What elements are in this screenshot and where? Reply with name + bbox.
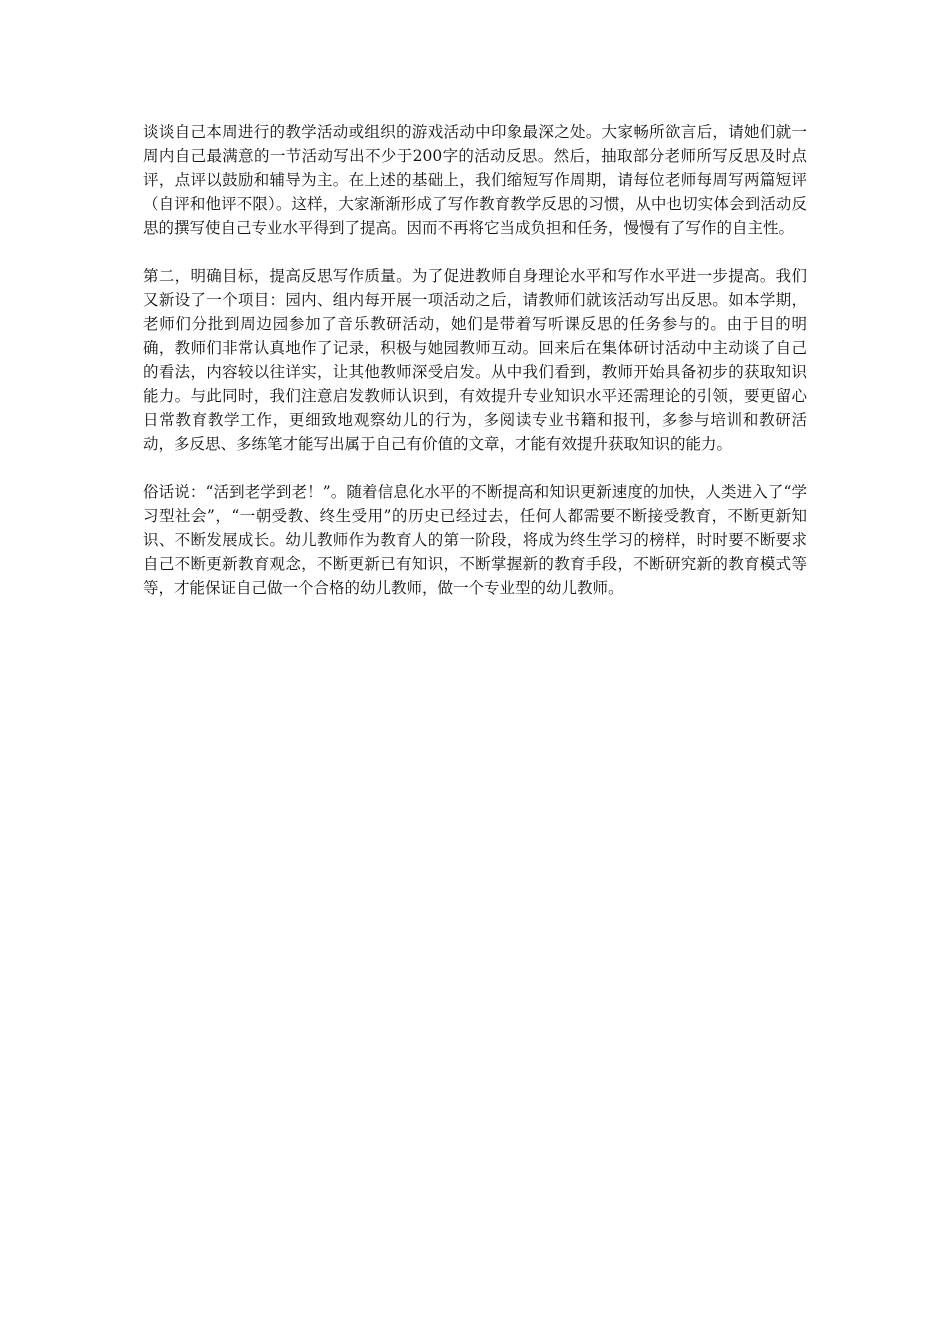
paragraph-clear-goals: 第二，明确目标，提高反思写作质量。为了促进教师自身理论水平和写作水平进一步提高。我们又新设了一个项目：园内、组内每开展一项活动之后，请教师们就该活动写出反思。如本学期，老师们分批到周边园参加了音乐教研活动，她们是带着写听课反思的任务参与的。由于目的明确，教师们非常认真地作了记录，积极与她园教师互动。回来后在集体研讨活动中主动谈了自己的看法，内容较以往详实，让其他教师深受启发。从中我们看到，教师开始具备初步的获取知识能力。与此同时，我们注意启发教师认识到，有效提升专业知识水平还需理论的引领，要更留心日常教育教学工作，更细致地观察幼儿的行为，多阅读专业书籍和报刊，多参与培训和教研活动，多反思、多练笔才能写出属于自己有价值的文章，才能有效提升获取知识的能力。: [143, 267, 807, 453]
paragraph-reflection-habit: 谈谈自己本周进行的教学活动或组织的游戏活动中印象最深之处。大家畅所欲言后，请她们就一周内自己最满意的一节活动写出不少于200字的活动反思。然后，抽取部分老师所写反思及时点评，点评以鼓励和辅导为主。在上述的基础上，我们缩短写作周期，请每位老师每周写两篇短评（自评和他评不限）。这样，大家渐渐形成了写作教育教学反思的习惯，从中也切实体会到活动反思的撰写使自己专业水平得到了提高。因而不再将它当成负担和任务，慢慢有了写作的自主性。: [143, 123, 807, 237]
paragraph-lifelong-learning: 俗话说：“活到老学到老！”。随着信息化水平的不断提高和知识更新速度的加快，人类进入了“学习型社会”，“一朝受教、终生受用”的历史已经过去，任何人都需要不断接受教育，不断更新知识、不断发展成长。幼儿教师作为教育人的第一阶段，将成为终生学习的榜样，时时要不断要求自己不断更新教育观念，不断更新已有知识，不断掌握新的教育手段，不断研究新的教育模式等等，才能保证自己做一个合格的幼儿教师，做一个专业型的幼儿教师。: [143, 483, 807, 597]
document-body: [143, 120, 807, 600]
